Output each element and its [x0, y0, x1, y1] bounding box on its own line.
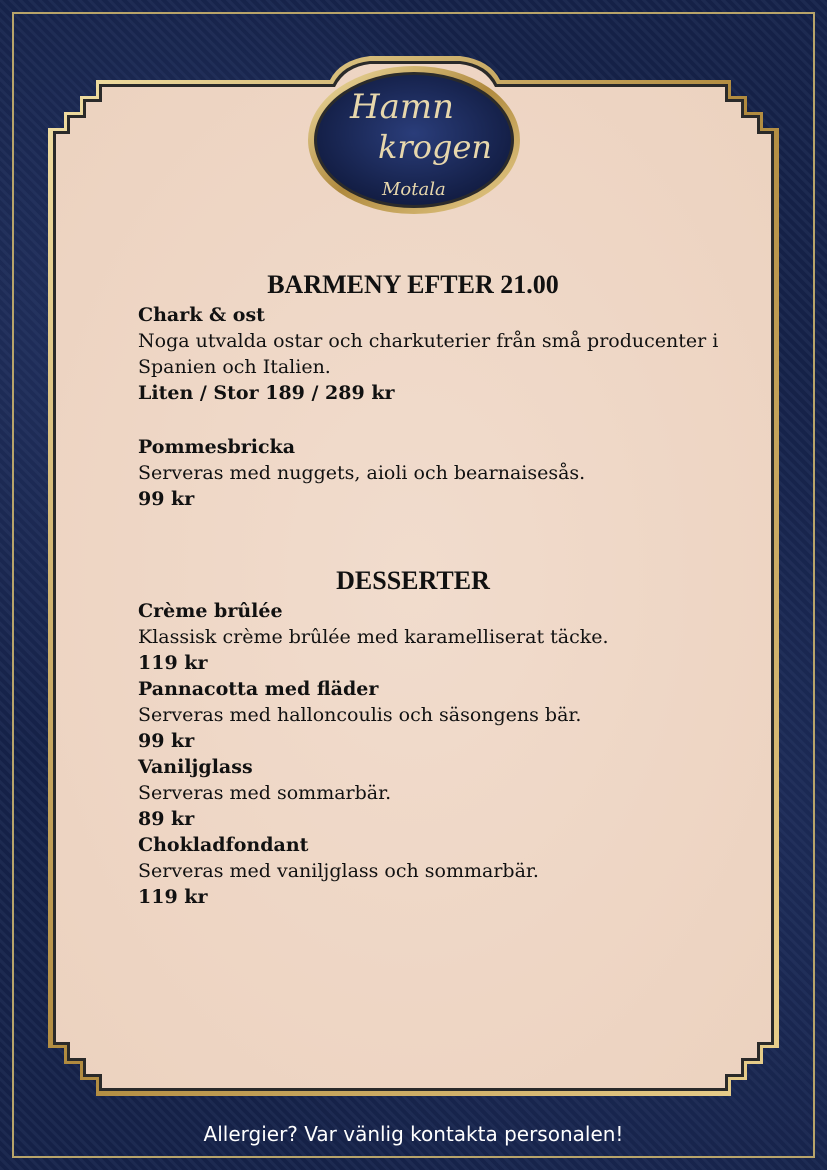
- svg-text:Motala: Motala: [382, 179, 446, 200]
- item-description: Serveras med halloncoulis och säsongens bär.: [138, 704, 582, 726]
- menu-content: [138, 268, 738, 910]
- item-name: Pommesbricka: [138, 436, 296, 458]
- desserts-title: DESSERTER: [336, 566, 490, 595]
- item-name: Vaniljglass: [138, 756, 253, 778]
- item-description: Serveras med nuggets, aioli och bearnaisesås.: [138, 462, 586, 484]
- item-price: 119 kr: [138, 886, 208, 908]
- svg-text:krogen: krogen: [378, 128, 492, 166]
- hamnkrogen-logo: [308, 66, 520, 214]
- item-price: Liten / Stor 189 / 289 kr: [138, 382, 395, 404]
- item-price: 99 kr: [138, 730, 195, 752]
- item-price: 119 kr: [138, 652, 208, 674]
- bar-menu-title: BARMENY EFTER 21.00: [267, 270, 559, 299]
- menu-item: [138, 754, 738, 832]
- item-price: 99 kr: [138, 488, 195, 510]
- menu-item: [138, 302, 738, 406]
- item-name: Pannacotta med fläder: [138, 678, 379, 700]
- item-description: Klassisk crème brûlée med karamelliserat täcke.: [138, 626, 609, 648]
- item-name: Chark & ost: [138, 304, 265, 326]
- item-description: Serveras med sommarbär.: [138, 782, 392, 804]
- item-description: Noga utvalda ostar och charkuterier från små producenter i Spanien och Italien.: [138, 330, 719, 378]
- menu-item: [138, 832, 738, 910]
- allergy-notice: Allergier? Var vänlig kontakta personalen!: [203, 1122, 624, 1146]
- menu-item: [138, 434, 738, 512]
- menu-item: [138, 676, 738, 754]
- item-price: 89 kr: [138, 808, 195, 830]
- item-name: Crème brûlée: [138, 600, 283, 622]
- svg-text:Hamn: Hamn: [350, 87, 455, 127]
- item-description: Serveras med vaniljglass och sommarbär.: [138, 860, 539, 882]
- item-name: Chokladfondant: [138, 834, 309, 856]
- menu-item: [138, 598, 738, 676]
